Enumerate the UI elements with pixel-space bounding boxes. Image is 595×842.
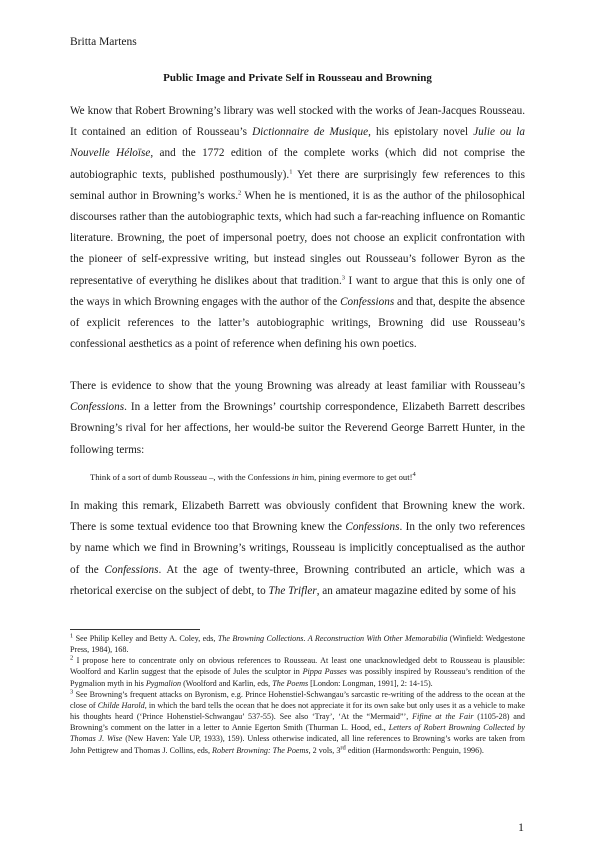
footnote-ref-2[interactable]: 2 (238, 189, 242, 197)
text-run: . At the age of twenty-three, Browning contributed an article, which was a rhetorical exercise on the subject of debt, to (70, 563, 525, 597)
text-run: Think of a sort of dumb Rousseau –, with the Confessions (90, 472, 292, 482)
italic-title: Fifine at the Fair (412, 712, 474, 722)
block-quote (90, 471, 530, 483)
text-run: , in which the bard tells the ocean that he does not appreciate it for its own sake but only uses it as a vehicle to make his thoughts heard (‘Prince Hohenstiel-Schwangau’ 537-55). See also ‘Tray’, ‘At the “Mermaid”’, (70, 700, 525, 722)
body-paragraph-3 (70, 496, 525, 602)
italic-title: Julie ou la Nouvelle Héloïse (70, 126, 525, 160)
text-run: (Woolford and Karlin, eds, (181, 678, 273, 688)
italic-title: Confessions (104, 563, 159, 576)
text-run: We know that Robert Browning’s library was well stocked with the works of Jean-Jacques Rousseau. It contained an edition of Rousseau’s (70, 105, 525, 139)
paper-title: Public Image and Private Self in Rousseau and Browning (163, 72, 432, 84)
italic-title: The Trifler (268, 584, 317, 597)
text-run: , 2 vols, 3 (308, 745, 341, 755)
italic-title: Confessions (345, 521, 400, 534)
italic-word: in (291, 472, 299, 482)
footnote-ref-3[interactable]: 3 (341, 273, 346, 281)
text-run: was possibly inspired by Rousseau’s rendition of the Pygmalion myth in his (70, 667, 526, 688)
page-number: 1 (518, 820, 524, 834)
text-run: (1105-28) and Browning’s comment on the latter in a letter to Annie Egerton Smith (Thurman L. Hood, ed., (70, 712, 525, 733)
italic-title: Dictionnaire de Musique (252, 126, 369, 139)
italic-title: Letters of Robert Browning Collected by Thomas J. Wise (70, 723, 525, 744)
footnote-2 (70, 655, 525, 688)
italic-title: Confessions (340, 295, 395, 308)
footnote-number: 2 (70, 654, 74, 662)
footnote-ref-1[interactable]: 1 (289, 167, 293, 175)
footnotes (70, 633, 525, 756)
italic-title: Childe Harold (97, 700, 145, 710)
text-run: In making this remark, Elizabeth Barrett was obviously confident that Browning knew the work. There is some textual evidence too that Browning knew the (70, 500, 525, 534)
italic-title: The Browning Collections. A Reconstruction With Other Memorabilia (217, 634, 448, 643)
text-run: I want to argue that this is only one of the ways in which Browning engages with the author of the (70, 274, 525, 308)
text-run: . In the only two references by name which we find in Browning’s writings, Rousseau is implicitly conceptualised as the author of the (70, 521, 526, 576)
ordinal-suffix: rd (340, 743, 346, 751)
footnote-1 (70, 633, 525, 655)
text-run: [London: Longman, 1991], 2: 14-15). (308, 678, 433, 688)
text-run: him, pining evermore to get out! (298, 472, 413, 482)
italic-title: Robert Browning: The Poems (212, 745, 309, 755)
italic-title: Pygmalion (145, 678, 182, 688)
text-run: (Winfield: Wedgestone Press, 1984), 168. (70, 634, 526, 655)
footnote-number: 1 (70, 632, 74, 640)
text-run: (New Haven: Yale UP, 1933), 159). Unless otherwise indicated, all line references to Browning’s works are taken from John Pettigrew and Thomas J. Collins, eds, (70, 734, 525, 755)
text-run: , an amateur magazine edited by some of his (316, 584, 516, 597)
text-run: Yet there are surprisingly few references to this seminal author in Browning’s works. (70, 168, 526, 202)
text-run: . In a letter from the Brownings’ courtship correspondence, Elizabeth Barrett describes Browning’s rival for her affections, her would-be suitor the Reverend George Barrett Hunter, in the following terms: (70, 401, 525, 456)
text-run: , his epistolary novel (368, 126, 474, 139)
body-paragraph-1 (70, 101, 525, 355)
italic-title: Confessions (70, 401, 125, 414)
text-run: When he is mentioned, it is as the author of the philosophical discourses rather than the autobiographic texts, which had such a far-reaching influence on Romantic literature. Browning, the poet of impersonal poetry, does not choose an explicit confrontation with the pioneer of self-expressive writing, but instead singles out Rousseau’s follower Byron as the representative of everything he dislikes about that tradition. (70, 189, 525, 287)
text-run: , and the 1772 edition of the complete works (which did not comprise the autobiographic texts, published posthumously). (70, 147, 526, 181)
italic-title: Pippa Passes (302, 667, 347, 677)
text-run: edition (Harmondsworth: Penguin, 1996). (345, 745, 484, 755)
running-header-author: Britta Martens (70, 36, 137, 48)
text-run: and that, despite the absence of explicit references to the latter’s autobiographic writings, Browning did use Rousseau’s confessional aesthetics as a point of reference when defining his own poetics. (70, 295, 525, 351)
footnote-number: 3 (70, 688, 74, 696)
footnote-3 (70, 689, 525, 756)
text-run: See Browning’s frequent attacks on Byronism, e.g. Prince Hohenstiel-Schwangau’s sarcastic re-writing of the address to the ocean at the close of (70, 689, 525, 710)
text-run: See Philip Kelley and Betty A. Coley, eds, (73, 634, 218, 643)
italic-title: The Poems (272, 678, 309, 688)
text-run: I propose here to concentrate only on obvious references to Rousseau. At least one unacknowledged debt to Rousseau is plausible: Woolford and Karlin suggest that the episode of Jules the sculptor in (70, 656, 525, 677)
footnote-separator (70, 629, 200, 630)
footnote-ref-4[interactable]: 4 (412, 471, 416, 479)
body-paragraph-2 (70, 376, 525, 461)
text-run: There is evidence to show that the young Browning was already at least familiar with Rousseau’s (70, 380, 525, 392)
